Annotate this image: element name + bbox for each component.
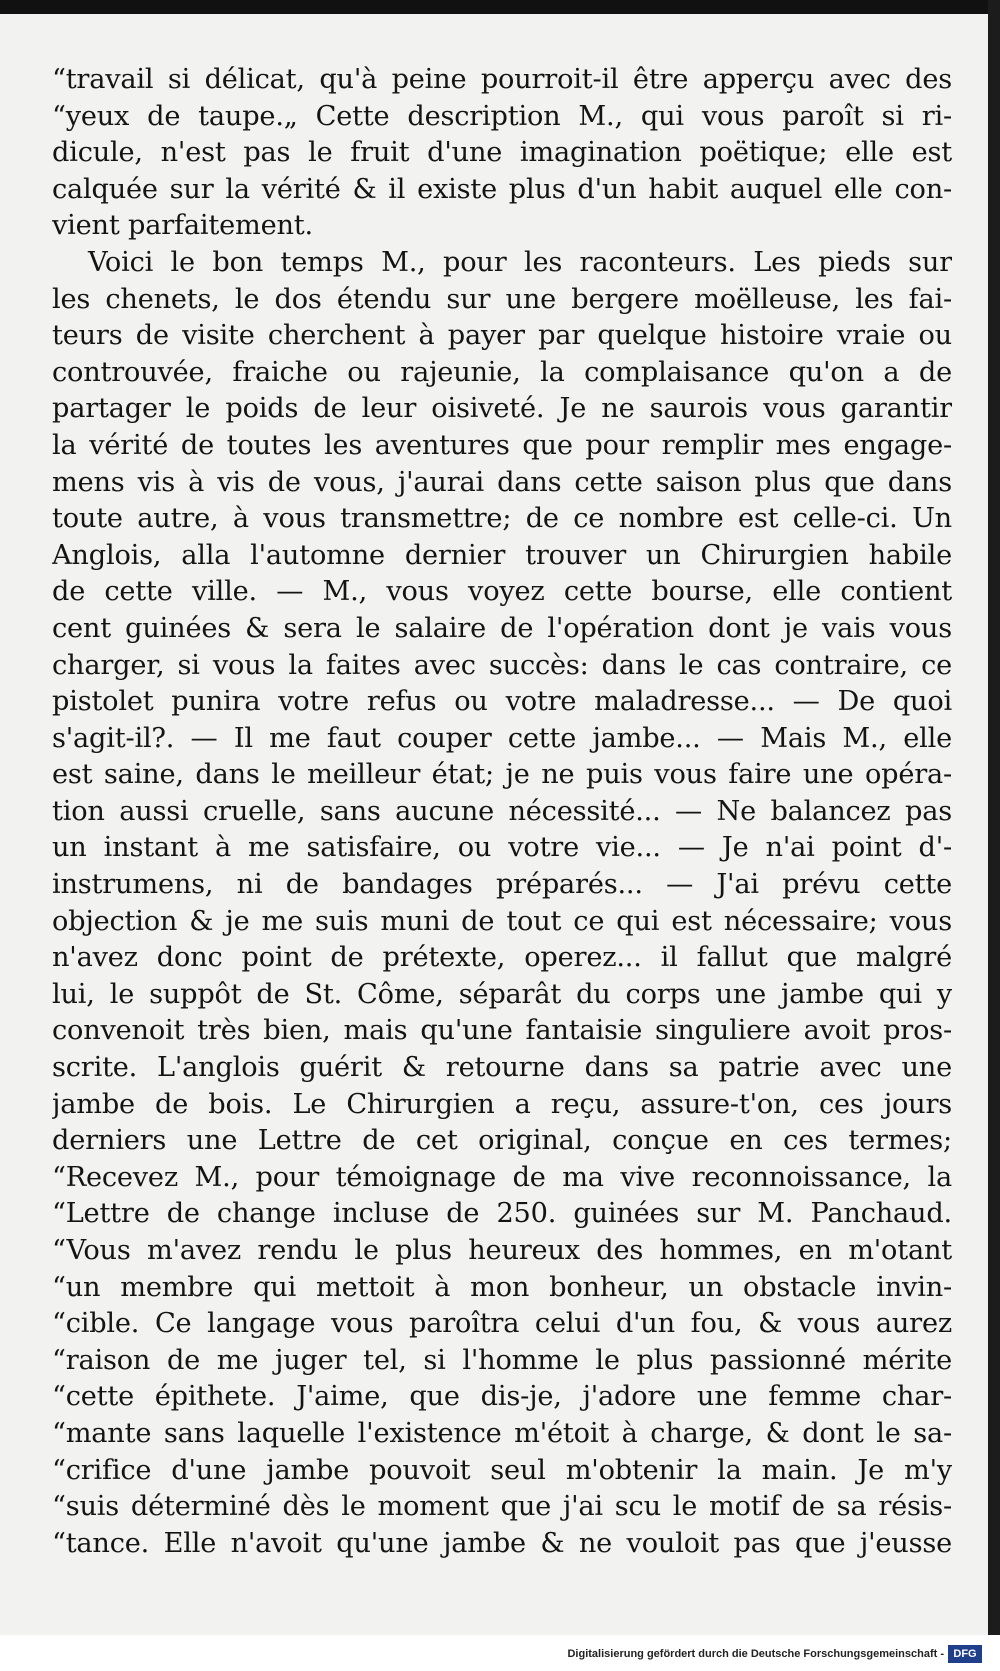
text-line: controuvée, fraiche ou rajeunie, la complaisance qu'on a de [52,356,952,388]
text-line: la vérité de toutes les aventures que pour remplir mes engage- [52,429,952,461]
text-line: Voici le bon temps M., pour les raconteurs. Les pieds sur [88,246,952,278]
book-page [0,14,988,1635]
dfg-logo-icon: DFG [948,1645,982,1663]
text-line: mens vis à vis de vous, j'aurai dans cette saison plus que dans [52,466,952,498]
text-line: de cette ville. — M., vous voyez cette bourse, elle contient [52,576,952,608]
text-line: jambe de bois. Le Chirurgien a reçu, assure-t'on, ces jours [52,1088,952,1120]
text-line: “yeux de taupe.„ Cette description M., qui vous paroît si ri- [52,100,952,132]
text-line: tion aussi cruelle, sans aucune nécessité... — Ne balancez pas [52,795,952,827]
text-line: pistolet punira votre refus ou votre maladresse... — De quoi [52,686,952,718]
digitization-footer [0,1635,1000,1671]
scan-right-edge [988,0,1000,1635]
text-line: Anglois, alla l'automne dernier trouver un Chirurgien habile [52,539,952,571]
text-line: “mante sans laquelle l'existence m'étoit à charge, & dont le sa- [52,1417,952,1449]
text-line: “Lettre de change incluse de 250. guinées sur M. Panchaud. [52,1198,952,1230]
digitization-credit: Digitalisierung gefördert durch die Deutsche Forschungsgemeinschaft - [567,1648,944,1660]
text-line: objection & je me suis muni de tout ce qui est nécessaire; vous [52,905,952,937]
text-line: dicule, n'est pas le fruit d'une imagination poëtique; elle est [52,137,952,169]
text-line: “tance. Elle n'avoit qu'une jambe & ne vouloit pas que j'eusse [52,1527,952,1559]
text-line: un instant à me satisfaire, ou votre vie... — Je n'ai point d'- [52,832,952,864]
text-line: convenoit très bien, mais qu'une fantaisie singuliere avoit pros- [52,1015,952,1047]
text-line: “travail si délicat, qu'à peine pourroit-il être apperçu avec des [52,64,952,95]
text-line: “raison de me juger tel, si l'homme le plus passionné mérite [52,1344,952,1376]
text-line: “cible. Ce langage vous paroîtra celui d'un fou, & vous aurez [52,1308,952,1340]
text-line: les chenets, le dos étendu sur une bergere moëlleuse, les fai- [52,283,952,315]
text-line: cent guinées & sera le salaire de l'opération dont je vais vous [52,612,952,644]
text-line: “Recevez M., pour témoignage de ma vive reconnoissance, la [52,1161,952,1193]
scan-top-edge [0,0,1000,14]
text-line: “cette épithete. J'aime, que dis-je, j'adore une femme char- [52,1381,952,1413]
text-line: derniers une Lettre de cet original, conçue en ces termes; [52,1125,952,1157]
text-line: “suis déterminé dès le moment que j'ai scu le motif de sa résis- [52,1491,952,1523]
text-line: toute autre, à vous transmettre; de ce nombre est celle-ci. Un [52,503,952,535]
text-line: “Vous m'avez rendu le plus heureux des hommes, en m'otant [52,1235,952,1266]
text-line: charger, si vous la faites avec succès: dans le cas contraire, ce [52,649,952,681]
text-line: teurs de visite cherchent à payer par quelque histoire vraie ou [52,320,952,352]
text-line: partager le poids de leur oisiveté. Je ne saurois vous garantir [52,393,952,425]
page-text [52,62,952,1562]
text-line: “un membre qui mettoit à mon bonheur, un obstacle invin- [52,1271,952,1303]
text-line: n'avez donc point de prétexte, operez... il fallut que malgré [52,942,952,974]
text-line: lui, le suppôt de St. Côme, séparât du corps une jambe qui y [52,978,952,1010]
text-line: “crifice d'une jambe pouvoit seul m'obtenir la main. Je m'y [52,1454,952,1486]
text-line: instrumens, ni de bandages préparés... — J'ai prévu cette [52,869,952,901]
text-line: vient parfaitement. [52,210,313,242]
text-line: est saine, dans le meilleur état; je ne puis vous faire une opéra- [52,759,952,791]
text-line: calquée sur la vérité & il existe plus d'un habit auquel elle con- [52,173,952,205]
text-line: s'agit-il?. — Il me faut couper cette jambe... — Mais M., elle [52,722,952,754]
text-line: scrite. L'anglois guérit & retourne dans sa patrie avec une [52,1052,952,1084]
